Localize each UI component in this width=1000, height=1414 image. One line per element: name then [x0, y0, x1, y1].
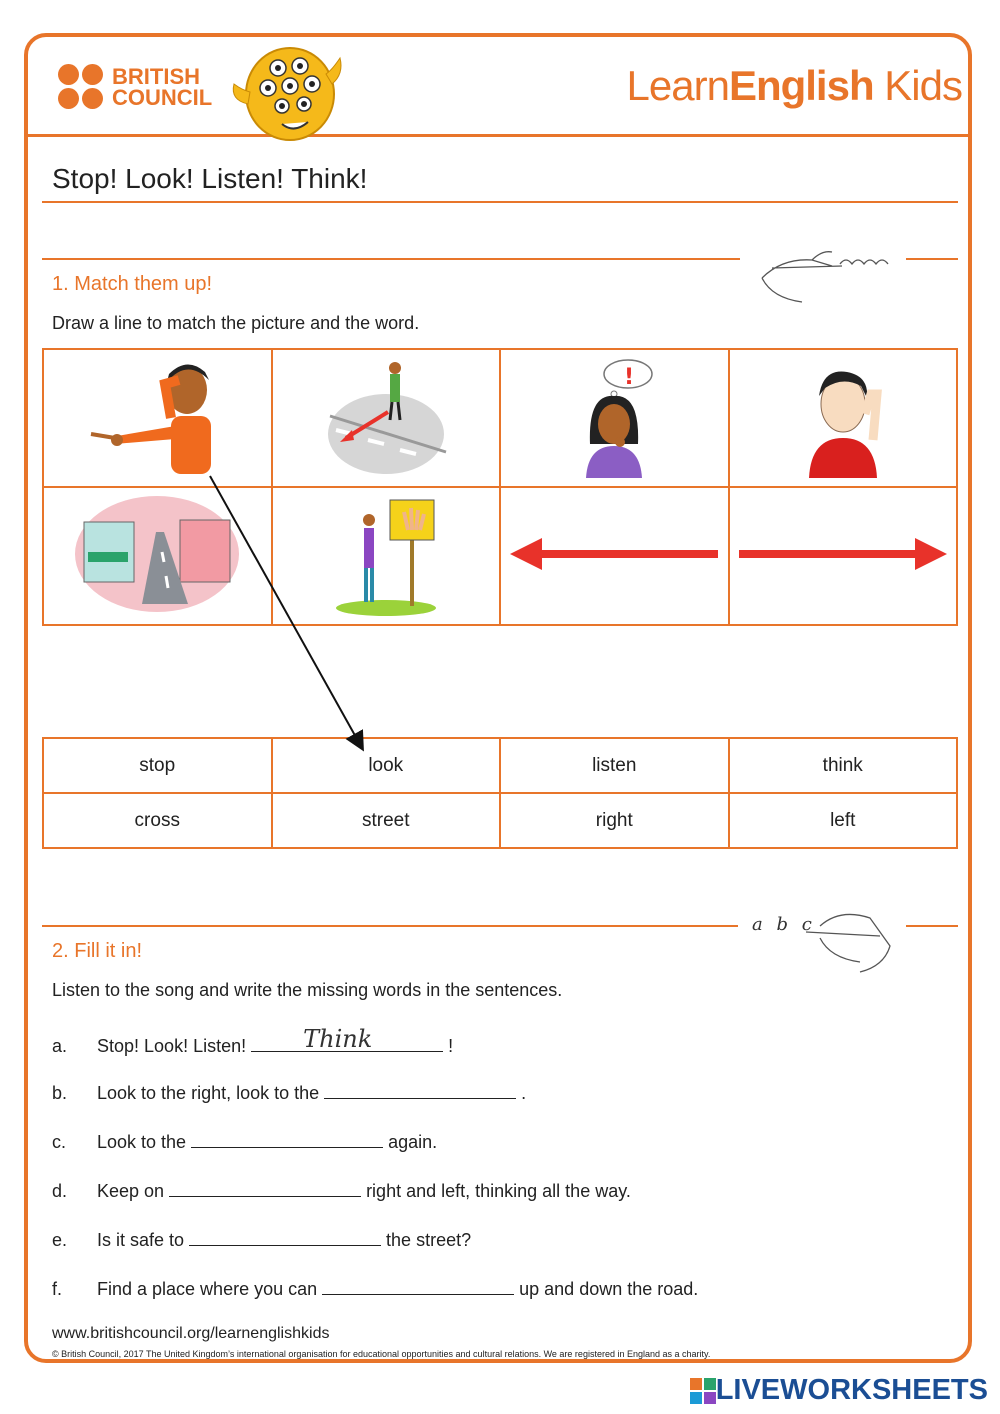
word-cell[interactable]: stop: [43, 738, 272, 793]
picture-grid: [42, 348, 958, 626]
sentence-b: b. Look to the right, look to the .: [52, 1078, 526, 1104]
picture-cell[interactable]: [272, 349, 501, 487]
page-title: Stop! Look! Listen! Think!: [52, 163, 368, 194]
section2-divider-end: [906, 925, 958, 927]
picture-cell[interactable]: [729, 349, 958, 487]
word-cell[interactable]: cross: [43, 793, 272, 848]
word-cell[interactable]: listen: [500, 738, 729, 793]
hand-writing-abc-icon: [800, 906, 900, 978]
street-icon: [72, 492, 242, 616]
abc-label: a b c: [752, 914, 816, 935]
section1-divider-end: [906, 258, 958, 260]
sentence-d: d. Keep on right and left, thinking all the way.: [52, 1176, 631, 1202]
boy-looking-pointing-icon: [87, 354, 227, 478]
word-cell[interactable]: right: [500, 793, 729, 848]
word-grid: [42, 737, 958, 849]
picture-cell[interactable]: [43, 349, 272, 487]
blank-input[interactable]: [324, 1078, 516, 1099]
picture-cell[interactable]: [272, 487, 501, 625]
svg-text:!: !: [624, 365, 635, 390]
blank-input[interactable]: [169, 1176, 361, 1197]
footer-copyright: © British Council, 2017 The United Kingdom’s international organisation for educational opportunities and cultural relations. We are registered in England as a charity.: [52, 1349, 711, 1359]
sentence-e: e. Is it safe to the street?: [52, 1225, 471, 1251]
sentence-a: a. Stop! Look! Listen! Think !: [52, 1025, 454, 1056]
section2-heading: 2. Fill it in!: [52, 940, 143, 962]
word-cell[interactable]: look: [272, 738, 501, 793]
arrow-right-icon: [735, 534, 951, 574]
word-cell[interactable]: street: [272, 793, 501, 848]
stop-sign-icon: [316, 492, 456, 616]
boy-listening-icon: [773, 354, 913, 478]
british-council-logo: BRITISH COUNCIL: [58, 64, 212, 109]
sentence-f: f. Find a place where you can up and down the road.: [52, 1274, 698, 1300]
title-underline: [42, 201, 958, 203]
section2-instruction: Listen to the song and write the missing words in the sentences.: [52, 980, 563, 1000]
blank-input[interactable]: [189, 1225, 381, 1246]
word-cell[interactable]: left: [729, 793, 958, 848]
section1-divider: [42, 258, 740, 260]
blank-input[interactable]: [251, 1025, 443, 1053]
blank-input[interactable]: [191, 1127, 383, 1148]
sentence-c: c. Look to the again.: [52, 1127, 437, 1153]
learnenglish-kids-logo: LearnEnglish Kids: [626, 62, 962, 109]
footer-url[interactable]: www.britishcouncil.org/learnenglishkids: [52, 1325, 330, 1342]
girl-thinking-icon: [544, 354, 684, 478]
person-crossing-road-icon: [316, 354, 456, 478]
section1-heading: 1. Match them up!: [52, 273, 213, 295]
word-cell[interactable]: think: [729, 738, 958, 793]
section2-divider: [42, 925, 738, 927]
page-frame: [24, 33, 972, 1363]
liveworksheets-logo: LIVEWORKSHEETS: [690, 1374, 988, 1407]
blank-input[interactable]: [322, 1274, 514, 1295]
handwritten-answer: Think: [303, 1025, 373, 1053]
liveworksheets-icon: [690, 1378, 716, 1404]
picture-cell[interactable]: [500, 349, 729, 487]
header-divider: [28, 134, 972, 137]
section1-instruction: Draw a line to match the picture and the word.: [52, 313, 420, 333]
monster-mascot-icon: [228, 44, 346, 144]
picture-cell[interactable]: [43, 487, 272, 625]
arrow-left-icon: [506, 534, 722, 574]
hand-writing-icon: [752, 238, 902, 306]
picture-cell[interactable]: [729, 487, 958, 625]
picture-cell[interactable]: [500, 487, 729, 625]
